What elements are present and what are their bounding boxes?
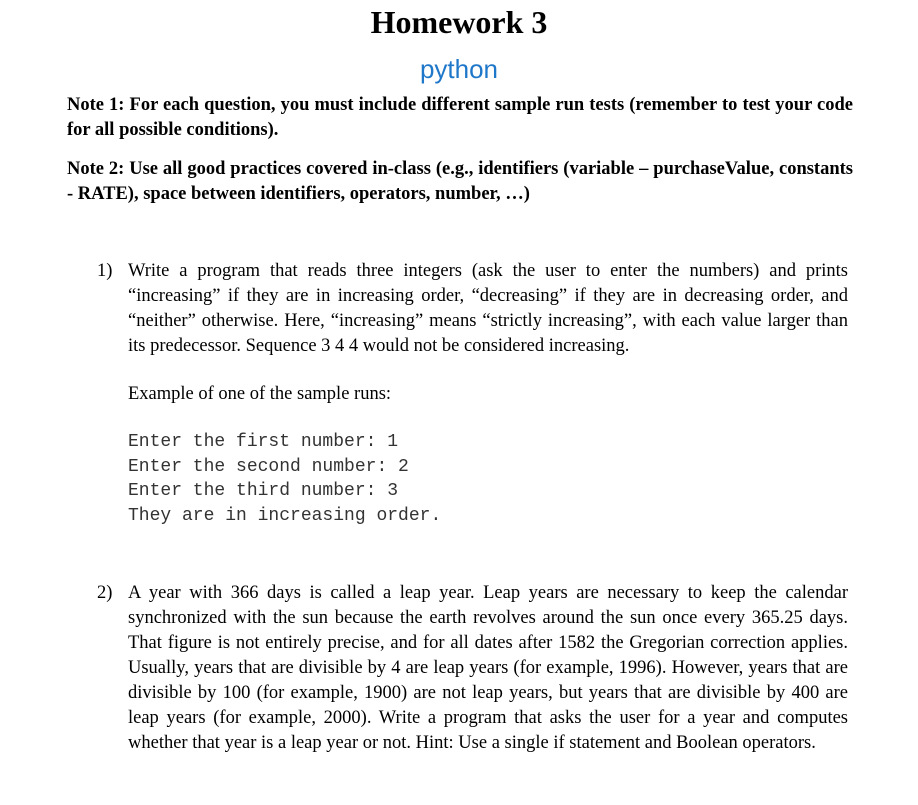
sample-run-code-block bbox=[128, 430, 441, 529]
question-2-number: 2) bbox=[97, 583, 113, 603]
note-1: Note 1: For each question, you must include different sample run tests (remember to test your code for all possible conditions). bbox=[67, 95, 853, 140]
question-2-text: A year with 366 days is called a leap year. Leap years are necessary to keep the calendar synchronized with the sun because the earth revolves around the sun once every 365.25 days. That figure is not entirely precise, and for all dates after 1582 the Gregorian correction applies. Usually, years that are divisible by 4 are leap years (for example, 1996). However, years that are divisible by 100 (for example, 1900) are not leap years, but years that are divisible by 400 are leap years (for example, 2000). Write a program that asks the user for a year and computes whether that year is a leap year or not. Hint: Use a single if statement and Boolean operators. bbox=[128, 583, 848, 753]
sample-run-line: They are in increasing order. bbox=[128, 506, 442, 527]
question-1-number: 1) bbox=[97, 261, 113, 281]
question-1-text: Write a program that reads three integers (ask the user to enter the numbers) and prints “increasing” if they are in increasing order, “decreasing” if they are in decreasing order, and “neither” otherwise. Here, “increasing” means “strictly increasing”, with each value larger than its predecessor. Sequence 3 4 4 would not be considered increasing. bbox=[128, 261, 848, 356]
sample-run-line: Enter the third number: 3 bbox=[128, 481, 399, 502]
note-2: Note 2: Use all good practices covered in-class (e.g., identifiers (variable – purchaseValue, constants - RATE), space between identifiers, operators, number, …) bbox=[67, 159, 853, 204]
page-title: Homework 3 bbox=[370, 4, 548, 40]
sample-run-line: Enter the second number: 2 bbox=[128, 456, 409, 477]
page-subtitle: python bbox=[419, 54, 499, 84]
sample-run-line: Enter the first number: 1 bbox=[128, 432, 399, 452]
example-label: Example of one of the sample runs: bbox=[128, 384, 392, 404]
